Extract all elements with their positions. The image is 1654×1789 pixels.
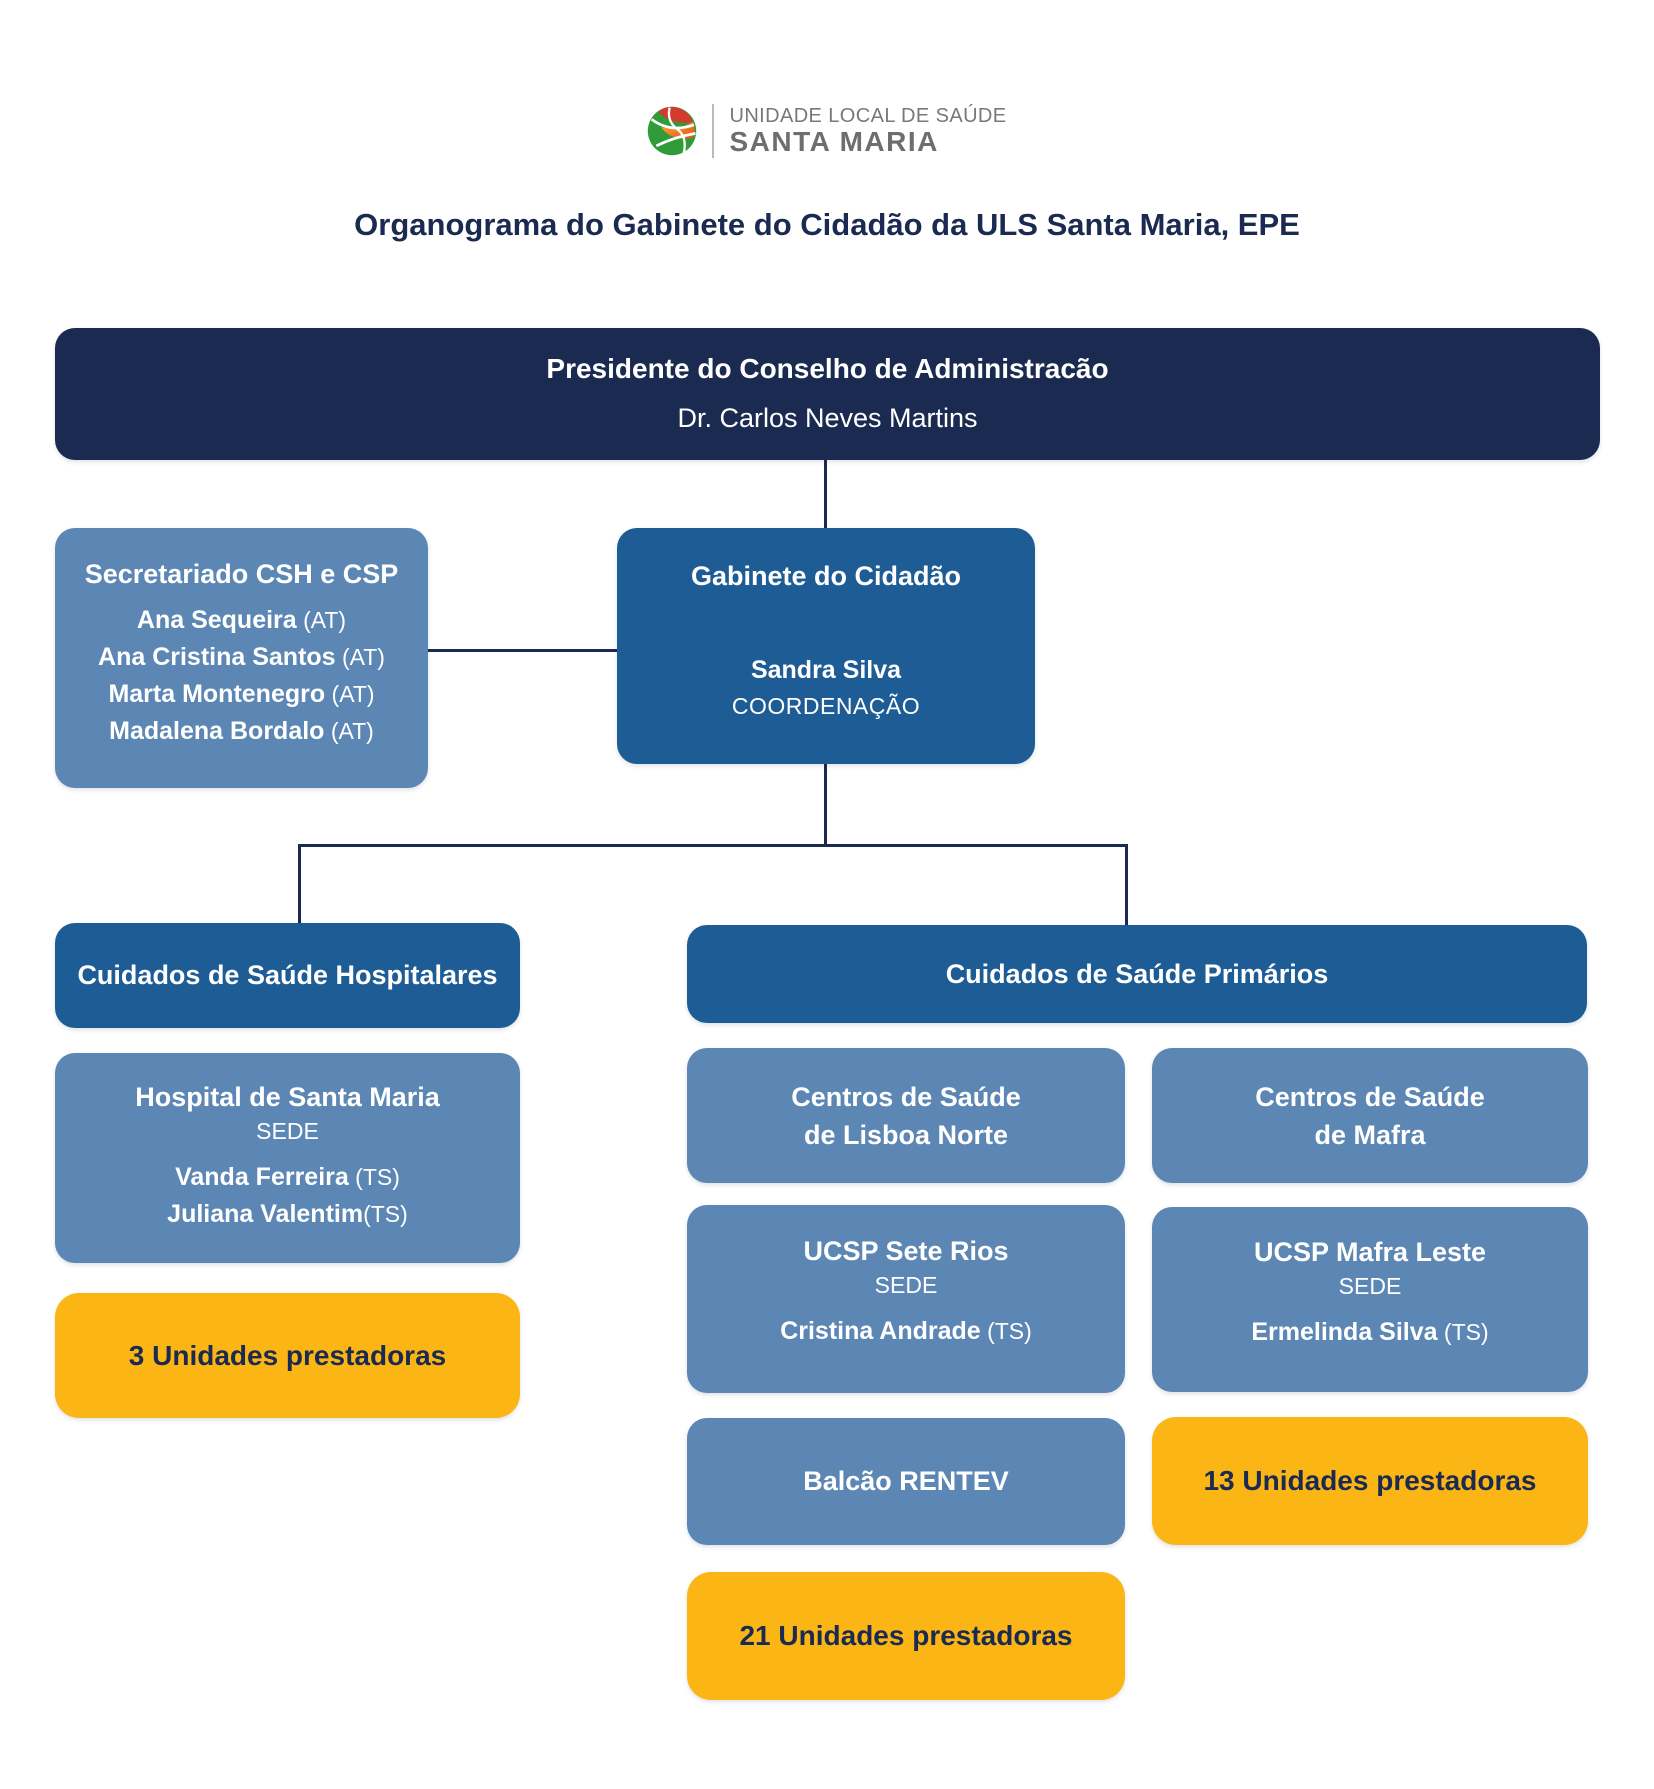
secretariat-members (55, 602, 428, 750)
member-row (1152, 1314, 1588, 1351)
badge-csh-units (55, 1293, 520, 1418)
cs-line2: de Lisboa Norte (803, 1119, 1009, 1150)
president-name: Dr. Carlos Neves Martins (677, 403, 978, 433)
member-row (55, 1196, 520, 1233)
csp-header-label: Cuidados de Saúde Primários (945, 958, 1329, 989)
hospital-subtitle: SEDE (256, 1118, 319, 1144)
member-name: Cristina Andrade (780, 1317, 981, 1345)
secretariat-title: Secretariado CSH e CSP (84, 559, 399, 589)
uls-globe-icon (647, 106, 697, 156)
cs-line1: Centros de Saúde (1255, 1081, 1485, 1112)
ucsp-title: UCSP Sete Rios (803, 1236, 1009, 1266)
page-title: Organograma do Gabinete do Cidadão da ULS Santa Maria, EPE (354, 207, 1300, 242)
uls-logo (0, 104, 1654, 158)
member-tag: (TS) (348, 1164, 400, 1190)
badge-label: 21 Unidades prestadoras (739, 1620, 1073, 1651)
president-role: Presidente do Conselho de Administracão (546, 353, 1109, 384)
node-ucsp-mafra-leste (1152, 1207, 1588, 1392)
csh-header-label: Cuidados de Saúde Hospitalares (77, 960, 498, 990)
ucsp-title: UCSP Mafra Leste (1253, 1237, 1487, 1267)
node-csp-header (687, 925, 1587, 1023)
member-row (55, 1159, 520, 1196)
connector-gabinete-branch (824, 762, 827, 847)
member-name: Ana Sequeira (136, 606, 297, 634)
member-tag: (TS) (1437, 1319, 1489, 1345)
cs-line1: Centros de Saúde (791, 1081, 1021, 1112)
member-row (687, 1313, 1125, 1350)
connector-branch-horizontal (298, 844, 1128, 847)
node-ucsp-sete-rios (687, 1205, 1125, 1393)
badge-lisboa-units (687, 1572, 1125, 1700)
node-cs-mafra (1152, 1048, 1588, 1183)
connector-branch-csp (1125, 844, 1128, 927)
badge-label: 13 Unidades prestadoras (1203, 1465, 1537, 1496)
gabinete-role: COORDENAÇÃO (731, 693, 921, 719)
node-balcao-rentev (687, 1418, 1125, 1545)
member-name: Ana Cristina Santos (98, 643, 336, 671)
node-hospital-santa-maria (55, 1053, 520, 1263)
node-csh-header (55, 923, 520, 1028)
ucsp-subtitle: SEDE (1338, 1273, 1402, 1299)
member-name: Ermelinda Silva (1251, 1318, 1438, 1346)
badge-label: 3 Unidades prestadoras (128, 1339, 447, 1371)
member-name: Madalena Bordalo (109, 717, 325, 745)
ucsp-members (1152, 1314, 1588, 1351)
connector-branch-csh (298, 844, 301, 925)
hospital-members (55, 1159, 520, 1233)
gabinete-coordinator: Sandra Silva (750, 656, 902, 684)
connector-secretariat-gabinete (428, 649, 617, 652)
member-tag: (AT) (335, 644, 385, 670)
gabinete-title: Gabinete do Cidadão (690, 561, 962, 591)
logo-divider (712, 104, 714, 158)
member-tag: (AT) (324, 718, 374, 744)
logo-line1: UNIDADE LOCAL DE SAÚDE (729, 105, 1007, 127)
node-president (55, 328, 1600, 460)
member-row (55, 676, 428, 713)
member-row (55, 639, 428, 676)
balcao-label: Balcão RENTEV (803, 1466, 1009, 1496)
member-row (55, 713, 428, 750)
hospital-title: Hospital de Santa Maria (135, 1082, 440, 1112)
member-name: Juliana Valentim (167, 1200, 364, 1228)
member-tag: (TS) (363, 1201, 408, 1227)
badge-mafra-units (1152, 1417, 1588, 1545)
node-cs-lisboa-norte (687, 1048, 1125, 1183)
connector-president-gabinete (824, 460, 827, 530)
node-gabinete (617, 528, 1035, 764)
logo-wordmark (729, 105, 1006, 157)
member-name: Vanda Ferreira (175, 1163, 349, 1191)
member-name: Marta Montenegro (108, 680, 326, 708)
logo-line2: SANTA MARIA (729, 126, 939, 157)
ucsp-subtitle: SEDE (874, 1272, 938, 1298)
cs-line2: de Mafra (1314, 1119, 1426, 1150)
member-tag: (AT) (296, 607, 347, 633)
member-row (55, 602, 428, 639)
member-tag: (TS) (980, 1318, 1032, 1344)
member-tag: (AT) (325, 681, 375, 707)
node-secretariat (55, 528, 428, 788)
ucsp-members (687, 1313, 1125, 1350)
